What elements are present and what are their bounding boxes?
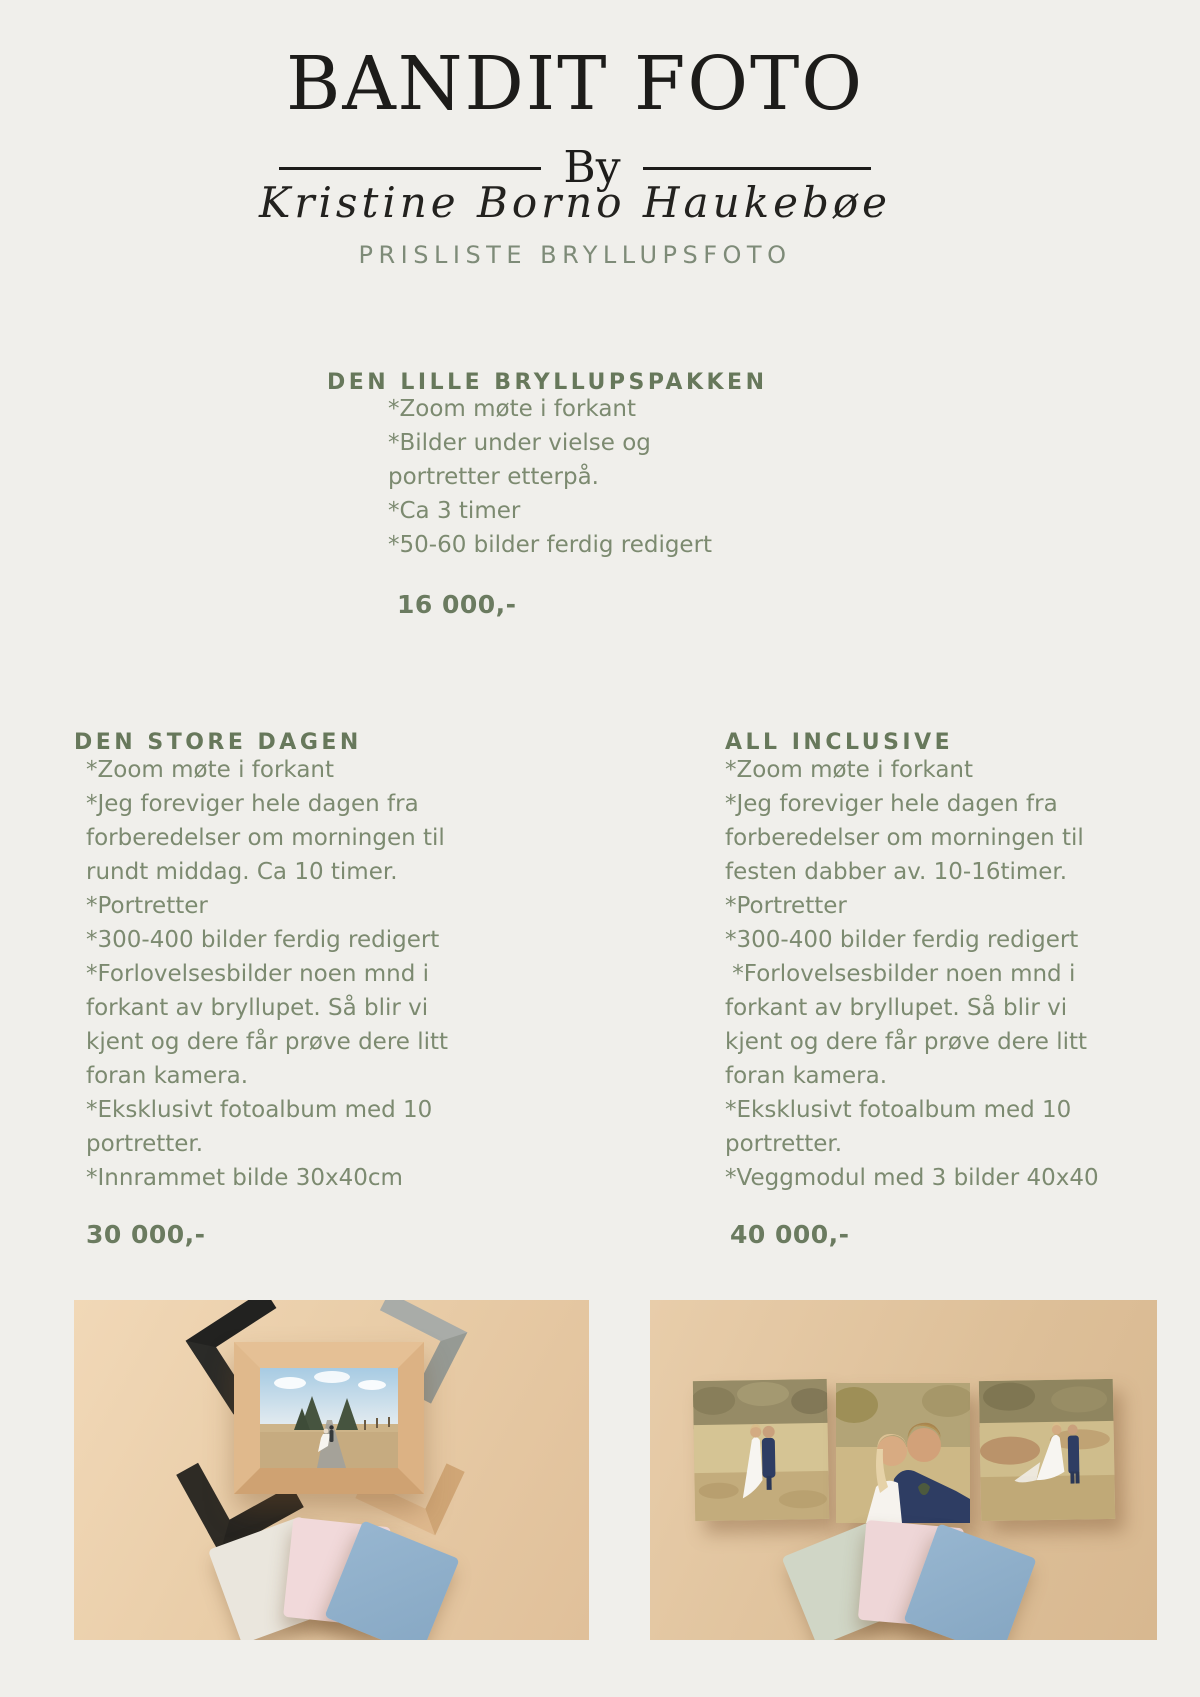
feature-line: *300-400 bilder ferdig redigert	[86, 927, 440, 953]
feature-line: *Innrammet bilde 30x40cm	[86, 1165, 403, 1191]
feature-line: portretter.	[86, 1131, 204, 1157]
feature-line: forberedelser om morningen til	[725, 825, 1084, 851]
photo-frame-samples-flatlay	[74, 1300, 589, 1640]
feature-line: *50-60 bilder ferdig redigert	[388, 532, 713, 558]
package-small-title: DEN LILLE BRYLLUPSPAKKEN	[327, 370, 768, 396]
feature-line: *Bilder under vielse og	[388, 430, 651, 456]
feature-line: *Ca 3 timer	[388, 498, 521, 524]
brand-title: BANDIT FOTO	[285, 41, 865, 127]
feature-line: foran kamera.	[86, 1063, 249, 1089]
canvas-print-couple-field	[979, 1379, 1115, 1521]
feature-line: *Eksklusivt fotoalbum med 10	[86, 1097, 433, 1123]
feature-line: *300-400 bilder ferdig redigert	[725, 927, 1079, 953]
framed-wedding-photo	[260, 1368, 398, 1468]
feature-line: *Eksklusivt fotoalbum med 10	[725, 1097, 1072, 1123]
package-allinclusive-price: 40 000,-	[730, 1220, 850, 1249]
brand-by-word: By	[563, 142, 621, 193]
feature-line: *Portretter	[86, 893, 208, 919]
feature-line: kjent og dere får prøve dere litt	[86, 1029, 449, 1055]
feature-line: kjent og dere får prøve dere litt	[725, 1029, 1088, 1055]
package-bigday-features	[86, 753, 448, 1195]
package-bigday-title: DEN STORE DAGEN	[74, 730, 362, 756]
feature-line: *Zoom møte i forkant	[388, 396, 637, 422]
page-title: PRISLISTE BRYLLUPSFOTO	[358, 241, 792, 269]
feature-line: *Veggmodul med 3 bilder 40x40	[725, 1165, 1099, 1191]
package-bigday-price: 30 000,-	[86, 1220, 206, 1249]
feature-line: *Zoom møte i forkant	[86, 757, 335, 783]
feature-line: forberedelser om morningen til	[86, 825, 445, 851]
feature-line: *Forlovelsesbilder noen mnd i	[725, 961, 1076, 987]
package-allinclusive-title: ALL INCLUSIVE	[725, 730, 954, 756]
feature-line: *Forlovelsesbilder noen mnd i	[86, 961, 430, 987]
package-allinclusive-features	[725, 753, 1099, 1195]
photographer-name: Kristine Borno Haukebøe	[259, 178, 891, 227]
canvas-print-couple-walking	[693, 1379, 829, 1521]
divider-line-left	[279, 167, 541, 170]
photo-wall-module-flatlay	[650, 1300, 1157, 1640]
canvas-print-couple-closeup	[836, 1383, 970, 1523]
feature-line: forkant av bryllupet. Så blir vi	[86, 995, 429, 1021]
feature-line: *Jeg foreviger hele dagen fra	[86, 791, 419, 817]
feature-line: forkant av bryllupet. Så blir vi	[725, 995, 1068, 1021]
feature-line: *Jeg foreviger hele dagen fra	[725, 791, 1058, 817]
feature-line: rundt middag. Ca 10 timer.	[86, 859, 398, 885]
divider-line-right	[643, 167, 871, 170]
feature-line: portretter etterpå.	[388, 464, 599, 490]
feature-line: foran kamera.	[725, 1063, 888, 1089]
feature-line: festen dabber av. 10-16timer.	[725, 859, 1068, 885]
feature-line: *Portretter	[725, 893, 847, 919]
wood-picture-frame	[234, 1342, 424, 1494]
feature-line: *Zoom møte i forkant	[725, 757, 974, 783]
feature-line: portretter.	[725, 1131, 843, 1157]
package-small-features	[388, 392, 712, 562]
package-small-price: 16 000,-	[397, 590, 517, 619]
